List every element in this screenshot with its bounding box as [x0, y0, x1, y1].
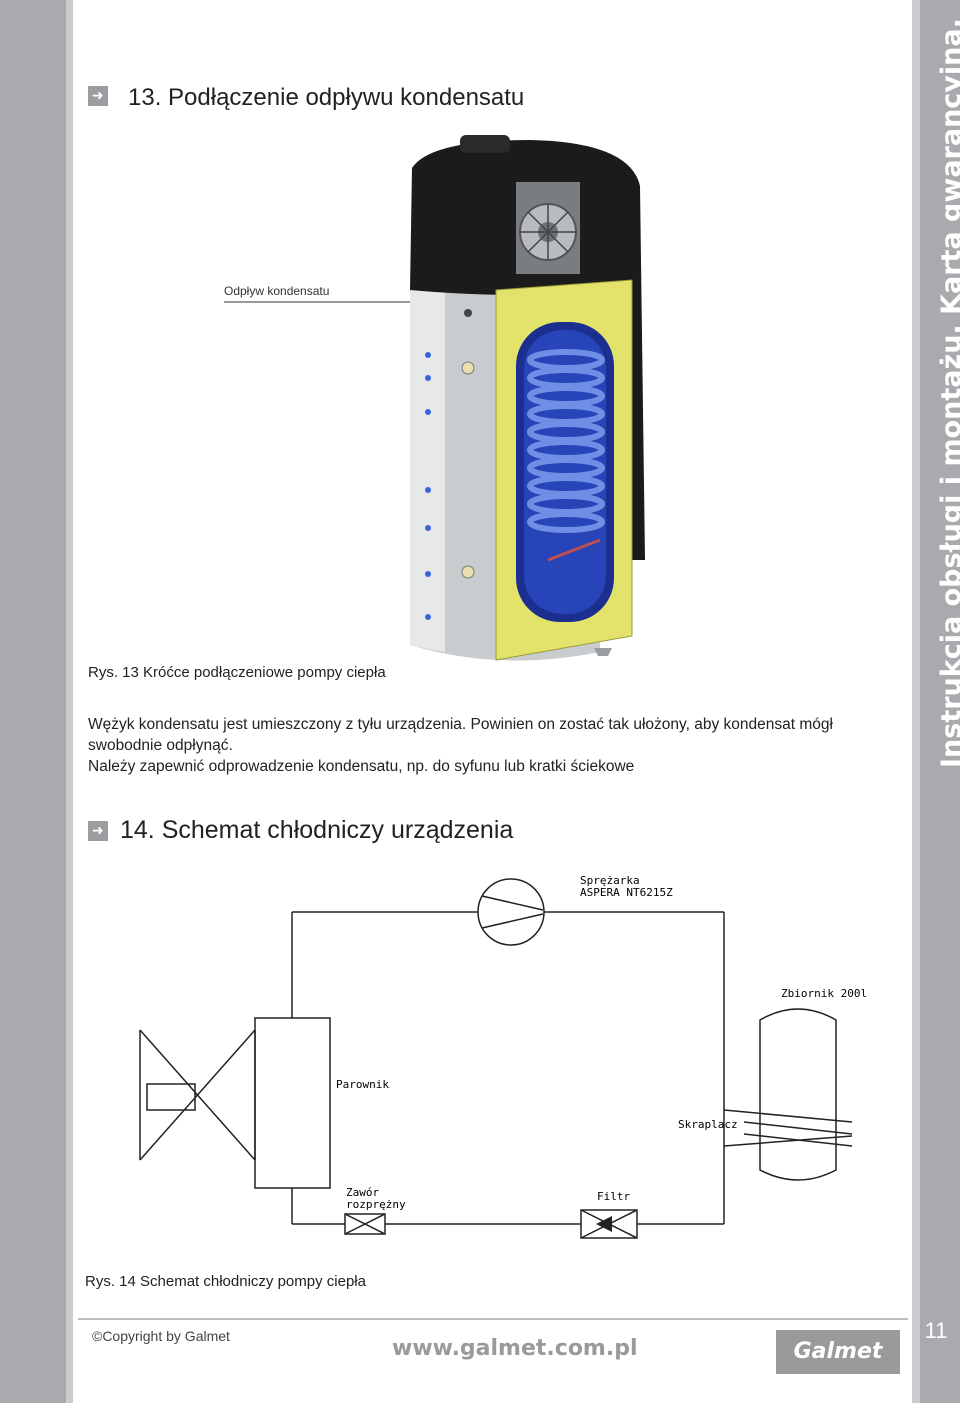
section-13-paragraph: Wężyk kondensatu jest umieszczony z tyłu urządzenia. Powinien on zostać tak ułożony, aby kondensat mógł swobodnie odpłynąć. [88, 716, 833, 754]
refrigeration-schematic [0, 850, 960, 1270]
section-13-body [88, 714, 898, 777]
section-13-paragraph: Należy zapewnić odprowadzenie kondensatu, np. do syfunu lub kratki ściekowe [88, 758, 635, 775]
website-url[interactable]: www.galmet.com.pl [392, 1336, 638, 1361]
figure-13-caption: Rys. 13 Króćce podłączeniowe pompy ciepła [88, 664, 386, 681]
section-13-heading: 13. Podłączenie odpływu kondensatu [128, 84, 525, 111]
expansion-valve-label-2: rozprężny [346, 1198, 406, 1211]
section-arrow-icon: ➜ [88, 821, 108, 841]
copyright-notice: ©Copyright by Galmet [92, 1328, 230, 1344]
expansion-valve-label: Zawór [346, 1186, 380, 1199]
footer-divider [78, 1318, 908, 1320]
logo-text: Galmet [793, 1339, 883, 1364]
galmet-logo [776, 1330, 900, 1374]
page-number: 11 [924, 1318, 948, 1343]
condenser-label: Skraplacz [678, 1118, 738, 1131]
section-14-heading: 14. Schemat chłodniczy urządzenia [120, 816, 514, 844]
compressor-label: Sprężarka [580, 874, 640, 887]
filter-label: Filtr [597, 1190, 631, 1203]
section-arrow-icon: ➜ [88, 86, 108, 106]
evaporator-label: Parownik [336, 1078, 389, 1091]
compressor-model-label: ASPERA NT6215Z [580, 886, 673, 899]
condensate-outlet-label: Odpływ kondensatu [224, 284, 330, 298]
tank-label: Zbiornik 200l [781, 987, 868, 1000]
vertical-document-title: Instrukcja obsługi i montażu. Karta gwarancyjna. [936, 18, 967, 768]
figure-14-caption: Rys. 14 Schemat chłodniczy pompy ciepła [85, 1273, 366, 1290]
heat-pump-illustration [0, 0, 960, 700]
